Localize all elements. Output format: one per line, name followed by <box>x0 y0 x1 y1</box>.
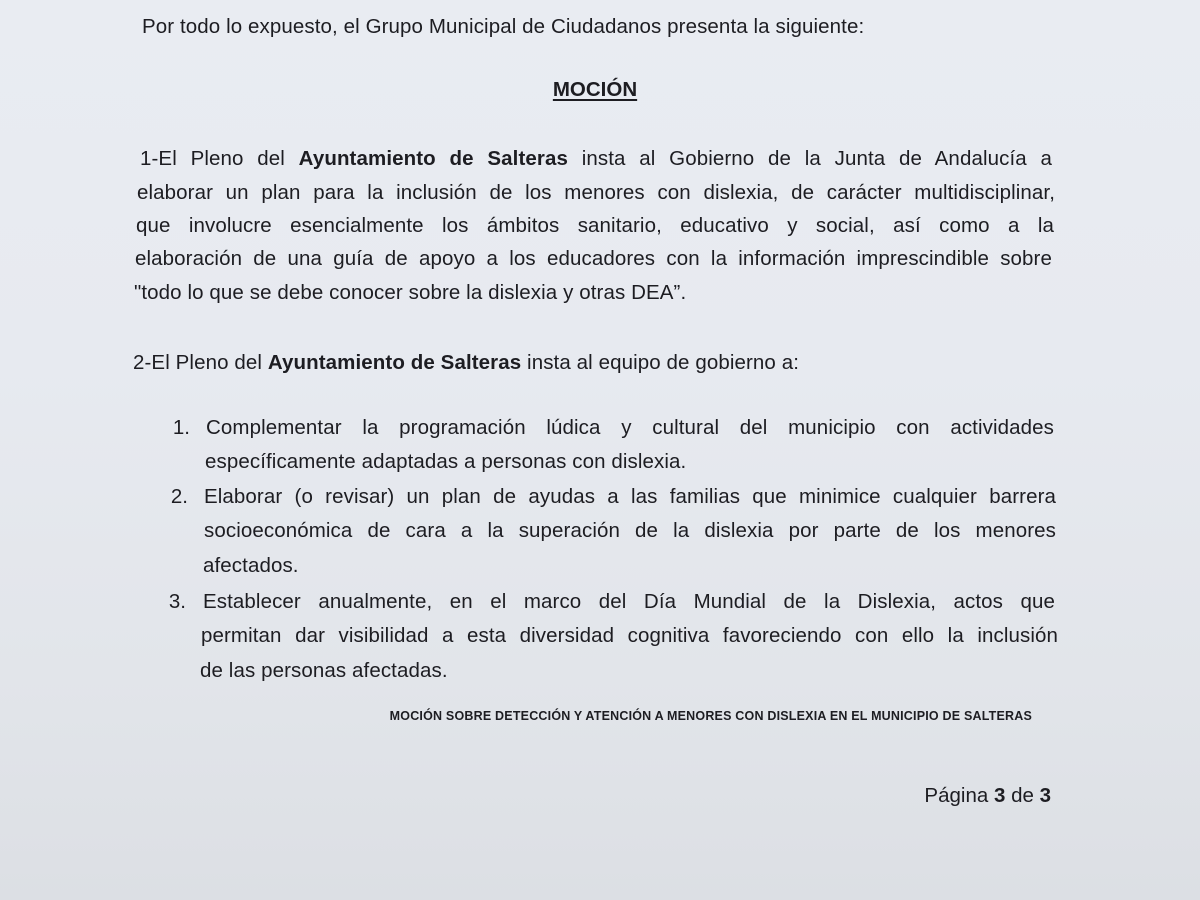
point2-bold: Ayuntamiento de Salteras <box>267 351 522 374</box>
page-total: 3 <box>1039 784 1051 807</box>
point1-line4: elaboración de una guía de apoyo a los educadores con la información imprescindible sobre <box>135 247 1052 270</box>
list-item-3-line3: de las personas afectadas. <box>200 659 448 682</box>
point2-prefix: 2-El Pleno del <box>133 351 268 374</box>
point1-bold: Ayuntamiento de Salteras <box>298 147 568 170</box>
motion-heading: MOCIÓN <box>552 78 638 101</box>
intro-paragraph: Por todo lo expuesto, el Grupo Municipal de Ciudadanos presenta la siguiente: <box>142 15 865 38</box>
page-number <box>880 784 1051 808</box>
list-item-1-line2: específicamente adaptadas a personas con dislexia. <box>205 450 687 473</box>
point1-suffix: insta al Gobierno de la Junta de Andalucía a <box>567 147 1052 170</box>
list-item-2-line1: Elaborar (o revisar) un plan de ayudas a las familias que minimice cualquier barrera <box>204 485 1056 508</box>
point2-line <box>133 350 799 376</box>
point1-line3: que involucre esencialmente los ámbitos sanitario, educativo y social, así como a la <box>136 214 1054 237</box>
footer-document-title: MOCIÓN SOBRE DETECCIÓN Y ATENCIÓN A MENORES CON DISLEXIA EN EL MUNICIPIO DE SALTERAS <box>389 709 1032 723</box>
list-item-2-number: 2. <box>170 485 188 508</box>
list-item-2-line2: socioeconómica de cara a la superación de la dislexia por parte de los menores <box>204 519 1056 542</box>
point1-line2: elaborar un plan para la inclusión de los menores con dislexia, de carácter multidisciplinar, <box>137 181 1055 204</box>
list-item-3-line2: permitan dar visibilidad a esta diversidad cognitiva favoreciendo con ello la inclusión <box>201 624 1058 647</box>
point1-prefix: 1-El Pleno del <box>140 147 299 170</box>
point1-line1 <box>140 146 1052 172</box>
list-item-1-number: 1. <box>172 416 190 439</box>
page-label: Página <box>924 784 989 807</box>
page-current: 3 <box>993 784 1006 807</box>
list-item-3-line1: Establecer anualmente, en el marco del Día Mundial de la Dislexia, actos que <box>203 590 1055 613</box>
point1-line5: "todo lo que se debe conocer sobre la dislexia y otras DEA”. <box>134 281 687 304</box>
list-item-1-line1: Complementar la programación lúdica y cultural del municipio con actividades <box>206 416 1054 439</box>
list-item-2-line3: afectados. <box>203 554 299 577</box>
point2-suffix: insta al equipo de gobierno a: <box>521 351 800 374</box>
list-item-3-number: 3. <box>168 590 186 613</box>
page-of: de <box>1011 784 1034 807</box>
